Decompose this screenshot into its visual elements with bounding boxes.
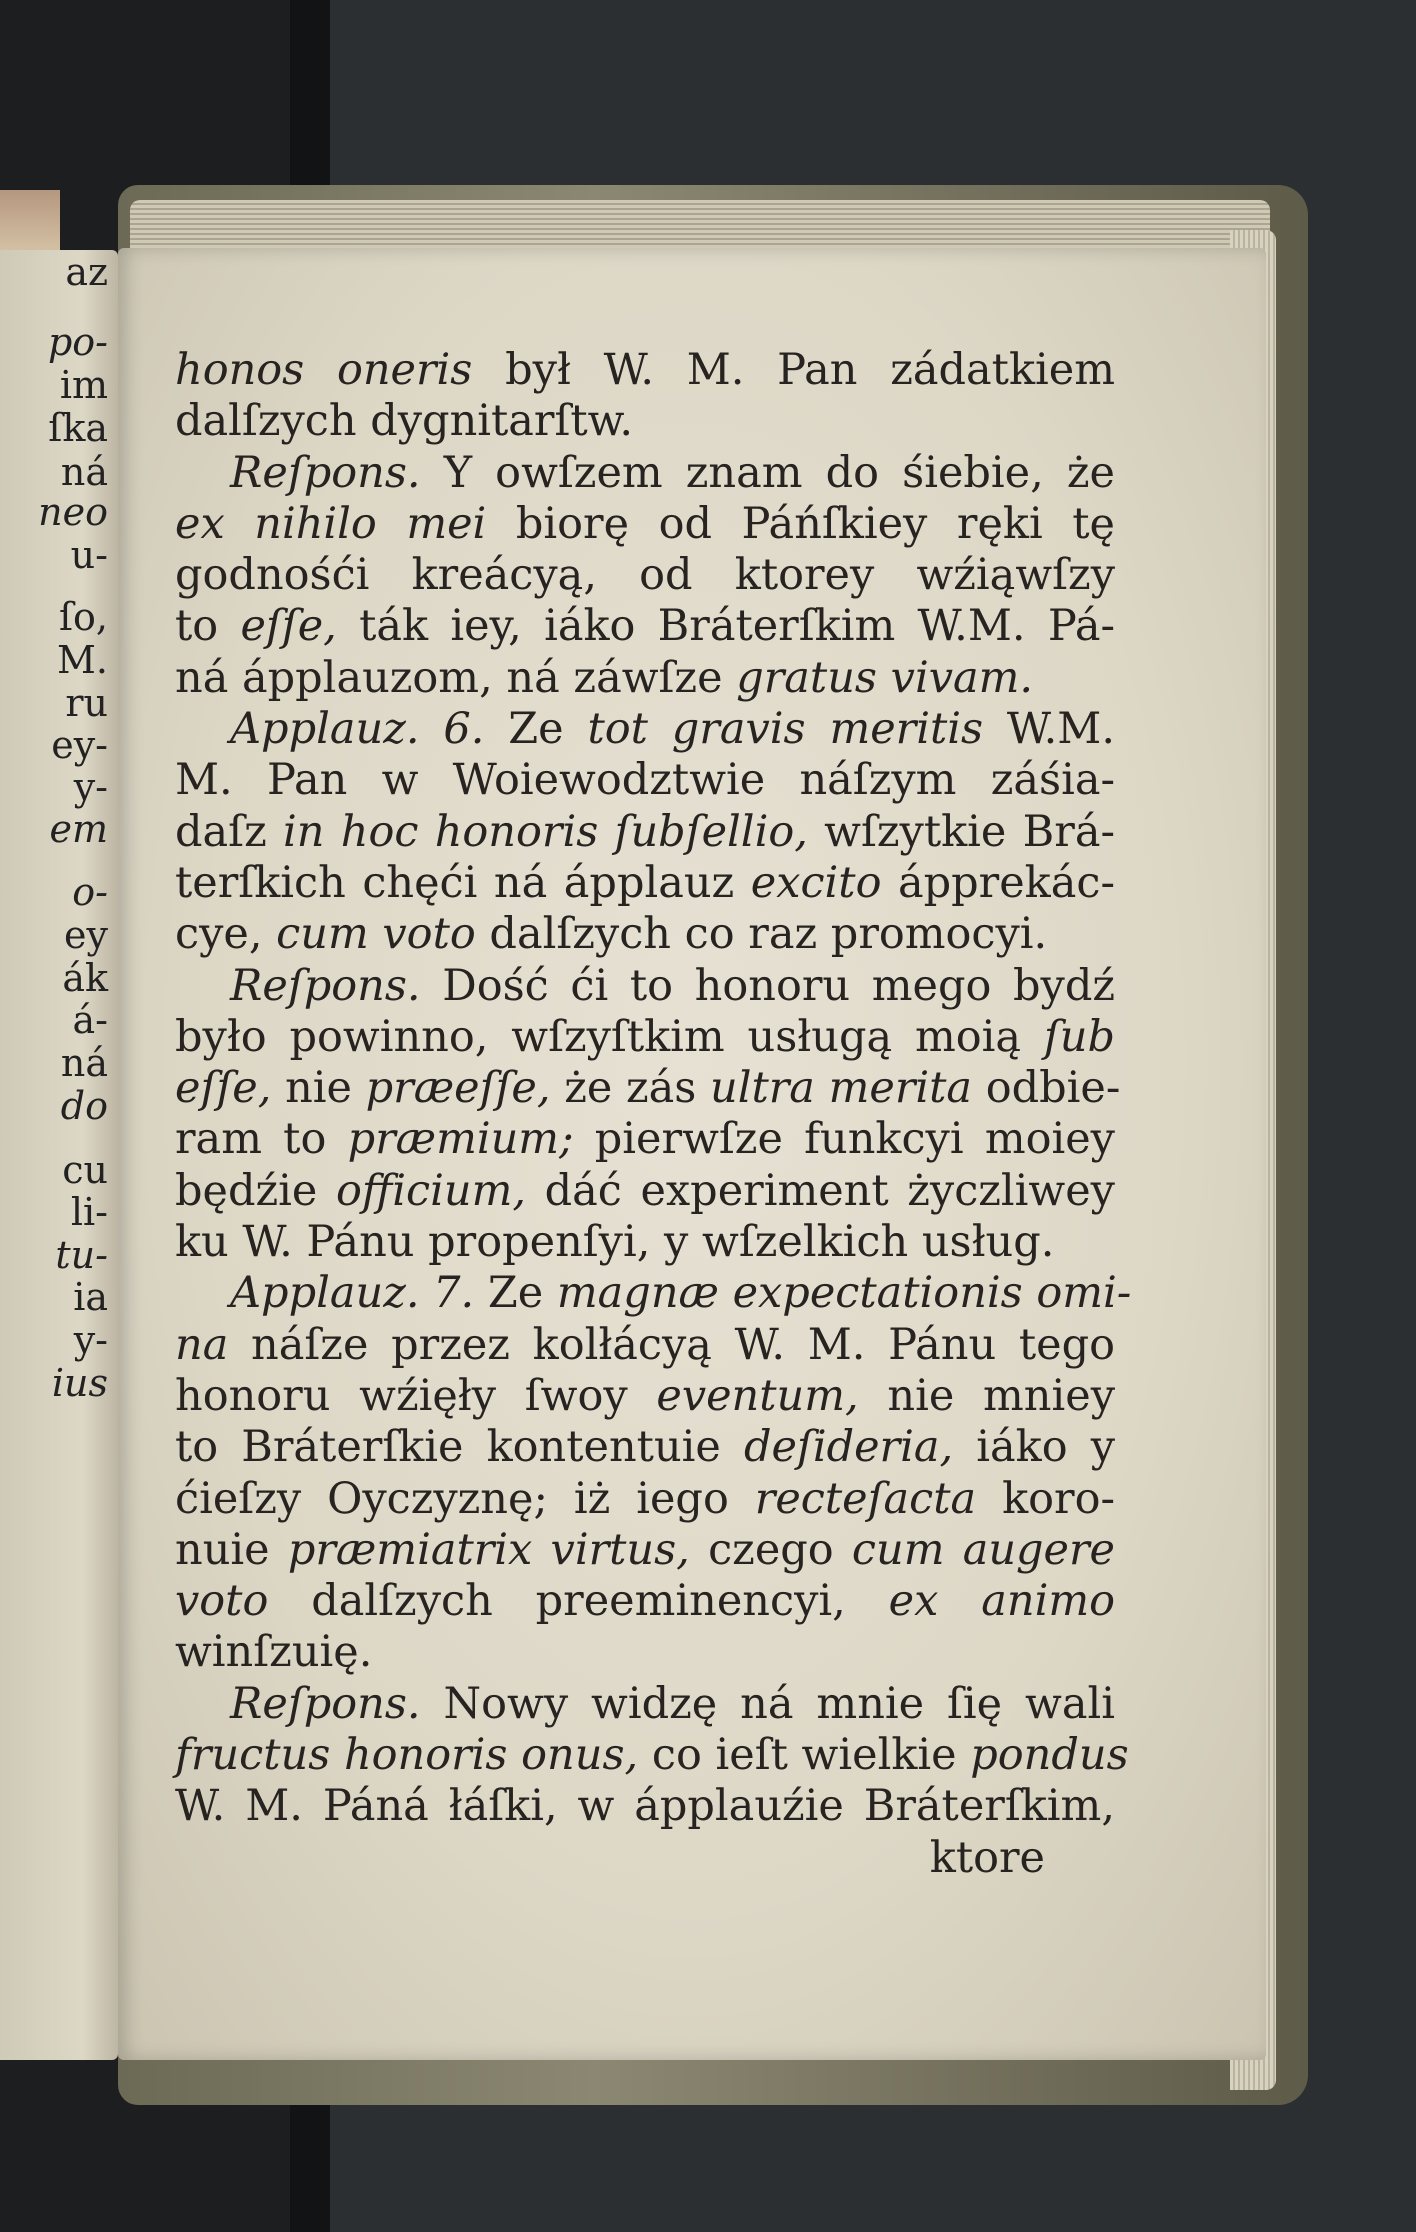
italic-text: Reſpons. bbox=[230, 1678, 421, 1729]
text-span: iáko y bbox=[953, 1422, 1115, 1473]
italic-text: tot gravis meritis bbox=[587, 704, 984, 755]
text-line bbox=[175, 396, 1115, 447]
previous-page-text: y- bbox=[73, 1318, 108, 1362]
text-span: ápprekác- bbox=[881, 857, 1115, 908]
previous-page-text: ia bbox=[73, 1275, 108, 1319]
italic-text: gratus vivam. bbox=[736, 652, 1034, 703]
text-line bbox=[175, 1320, 1115, 1371]
text-span: ktore bbox=[929, 1832, 1045, 1883]
text-span: dalſzych co raz promocyi. bbox=[475, 909, 1048, 960]
italic-text: præeſſe, bbox=[365, 1063, 551, 1114]
italic-text: cum augere bbox=[851, 1524, 1116, 1575]
text-span: będźie bbox=[175, 1165, 336, 1216]
italic-text: recteſacta bbox=[754, 1473, 977, 1524]
text-span: nuie bbox=[175, 1524, 288, 1575]
text-line bbox=[175, 1063, 1121, 1114]
italic-text: ex nihilo mei bbox=[175, 498, 487, 549]
italic-text: deſideria, bbox=[743, 1422, 954, 1473]
text-span: było powinno, wſzyſtkim usługą moią bbox=[175, 1011, 1044, 1062]
text-span: winſzuię. bbox=[175, 1627, 373, 1678]
previous-page-text: ſo, bbox=[58, 595, 108, 639]
italic-text: honos oneris bbox=[175, 345, 473, 395]
italic-text: Applauz. 7. bbox=[230, 1268, 475, 1319]
previous-page-text: o- bbox=[72, 870, 108, 914]
previous-page-text: im bbox=[59, 363, 108, 407]
previous-page-text: ſka bbox=[48, 406, 108, 450]
italic-text: cum voto bbox=[276, 909, 476, 960]
previous-page-text: y- bbox=[73, 765, 108, 809]
page-stack-top bbox=[130, 200, 1270, 250]
text-span: ku W. Pánu propenſyi, y wſzelkich usług. bbox=[175, 1217, 1055, 1268]
previous-page-fragment bbox=[0, 250, 118, 2060]
text-span: że zás bbox=[550, 1063, 711, 1114]
text-span: nie bbox=[271, 1063, 366, 1114]
italic-text: Reſpons. bbox=[230, 960, 421, 1011]
italic-text: magnæ expectationis omi- bbox=[556, 1268, 1132, 1319]
previous-page-text: ná bbox=[60, 450, 108, 494]
italic-text: excito bbox=[750, 857, 882, 908]
text-line bbox=[175, 755, 1115, 806]
text-line bbox=[175, 1268, 1132, 1319]
text-line bbox=[175, 704, 1115, 755]
previous-page-text: ák bbox=[62, 956, 108, 1000]
text-span: Y owſzem znam do śiebie, że bbox=[420, 447, 1115, 498]
text-line bbox=[175, 1371, 1115, 1422]
previous-page-text: li- bbox=[70, 1190, 108, 1234]
text-span: biorę od Páńſkiey ręki tę bbox=[486, 498, 1115, 549]
text-line bbox=[175, 550, 1115, 601]
text-line bbox=[175, 1833, 1115, 1884]
italic-text: officium, bbox=[335, 1165, 527, 1216]
text-span: nie mniey bbox=[858, 1370, 1115, 1421]
text-span: dáć experiment życzliwey bbox=[526, 1165, 1115, 1216]
italic-text: præmium; bbox=[347, 1114, 574, 1165]
previous-page-text: em bbox=[49, 807, 108, 851]
text-line bbox=[175, 1781, 1115, 1832]
text-span: Nowy widzę ná mnie ſię wali bbox=[420, 1678, 1115, 1729]
text-span: co ieſt wielkie bbox=[638, 1730, 971, 1781]
text-span: daſz bbox=[175, 806, 284, 857]
italic-text: Reſpons. bbox=[230, 447, 421, 498]
previous-page-text: tu- bbox=[55, 1233, 108, 1277]
italic-text: Applauz. 6. bbox=[230, 704, 485, 755]
text-line bbox=[175, 601, 1115, 652]
text-line bbox=[175, 1730, 1129, 1781]
text-span: ná ápplauzom, ná záwſze bbox=[175, 652, 737, 703]
text-span: koro- bbox=[976, 1473, 1115, 1524]
text-line bbox=[175, 858, 1115, 909]
text-line bbox=[175, 1525, 1115, 1576]
text-span: Ze bbox=[484, 704, 588, 755]
text-line bbox=[175, 1114, 1115, 1165]
text-line bbox=[175, 1576, 1115, 1627]
text-line bbox=[175, 1217, 1115, 1268]
page-text bbox=[175, 345, 1132, 1884]
text-span: honoru wźięły ſwoy bbox=[175, 1370, 657, 1421]
previous-page-text: ey bbox=[64, 913, 108, 957]
text-span: W.M. bbox=[983, 704, 1115, 755]
previous-page-text: po- bbox=[47, 320, 108, 364]
italic-text: ſub bbox=[1043, 1011, 1115, 1062]
text-span: W. M. Páná łáſki, w ápplauźie Bráterſkim, bbox=[175, 1781, 1115, 1832]
text-span: Ze bbox=[474, 1268, 557, 1319]
text-span: terſkich chęći ná ápplauz bbox=[175, 857, 751, 908]
italic-text: pondus bbox=[970, 1730, 1129, 1781]
italic-text: ultra merita bbox=[710, 1063, 973, 1114]
text-span: to bbox=[175, 601, 241, 652]
text-span: dalſzych preeminencyi, bbox=[268, 1576, 889, 1627]
previous-page-text: do bbox=[60, 1084, 108, 1128]
text-line bbox=[175, 499, 1115, 550]
previous-page-text: u- bbox=[70, 533, 108, 577]
text-line bbox=[175, 909, 1115, 960]
text-line bbox=[175, 1422, 1115, 1473]
text-line bbox=[175, 1474, 1115, 1525]
italic-text: in hoc honoris ſubſellio, bbox=[283, 806, 808, 857]
text-span: náſze przez kolłácyą W. M. Pánu tego bbox=[228, 1319, 1115, 1370]
text-span: ram to bbox=[175, 1114, 348, 1165]
text-span: wſzytkie Brá- bbox=[807, 806, 1115, 857]
italic-text: eſſe, bbox=[240, 601, 337, 652]
text-span: dalſzych dygnitarſtw. bbox=[175, 396, 634, 447]
italic-text: voto bbox=[175, 1576, 269, 1627]
text-span: był W. M. Pan zádatkiem bbox=[472, 345, 1115, 395]
text-span: to Bráterſkie kontentuie bbox=[175, 1422, 744, 1473]
italic-text: fructus honoris onus, bbox=[175, 1730, 639, 1781]
text-span: M. Pan w Woiewodztwie náſzym záśia- bbox=[175, 755, 1115, 806]
italic-text: eſſe, bbox=[175, 1063, 272, 1114]
text-span: godnośći kreácyą, od ktorey wźiąwſzy bbox=[175, 550, 1115, 601]
text-span: Dość ći to honoru mego bydź bbox=[420, 960, 1115, 1011]
previous-page-text: ná bbox=[60, 1041, 108, 1085]
italic-text: præmiatrix virtus, bbox=[287, 1524, 690, 1575]
text-span: pierwſze funkcyi moiey bbox=[573, 1114, 1115, 1165]
text-line bbox=[175, 345, 1115, 396]
text-span: cye, bbox=[175, 909, 277, 960]
text-line bbox=[175, 807, 1115, 858]
text-line bbox=[175, 1627, 1115, 1678]
text-span: czego bbox=[689, 1524, 852, 1575]
text-line bbox=[175, 653, 1115, 704]
text-line bbox=[175, 1012, 1115, 1063]
text-span: ćieſzy Oyczyznę; iż iego bbox=[175, 1473, 755, 1524]
previous-page-text: neo bbox=[38, 490, 108, 534]
italic-text: eventum, bbox=[656, 1370, 859, 1421]
text-line bbox=[175, 448, 1115, 499]
text-line bbox=[175, 961, 1115, 1012]
previous-page-text: ey- bbox=[51, 723, 108, 767]
previous-page-text: cu bbox=[62, 1148, 108, 1192]
previous-page-text: á- bbox=[72, 998, 108, 1042]
text-span: ták iey, iáko Bráterſkim W.M. Pá- bbox=[336, 601, 1115, 652]
text-line bbox=[175, 1166, 1115, 1217]
text-line bbox=[175, 1679, 1115, 1730]
previous-page-text: az bbox=[65, 250, 108, 294]
previous-page-text: M. bbox=[57, 638, 108, 682]
italic-text: na bbox=[175, 1319, 229, 1370]
italic-text: ex animo bbox=[888, 1576, 1115, 1627]
previous-page-text: ius bbox=[51, 1361, 108, 1405]
previous-page-text: ru bbox=[65, 681, 108, 725]
text-span: odbie- bbox=[972, 1063, 1121, 1114]
